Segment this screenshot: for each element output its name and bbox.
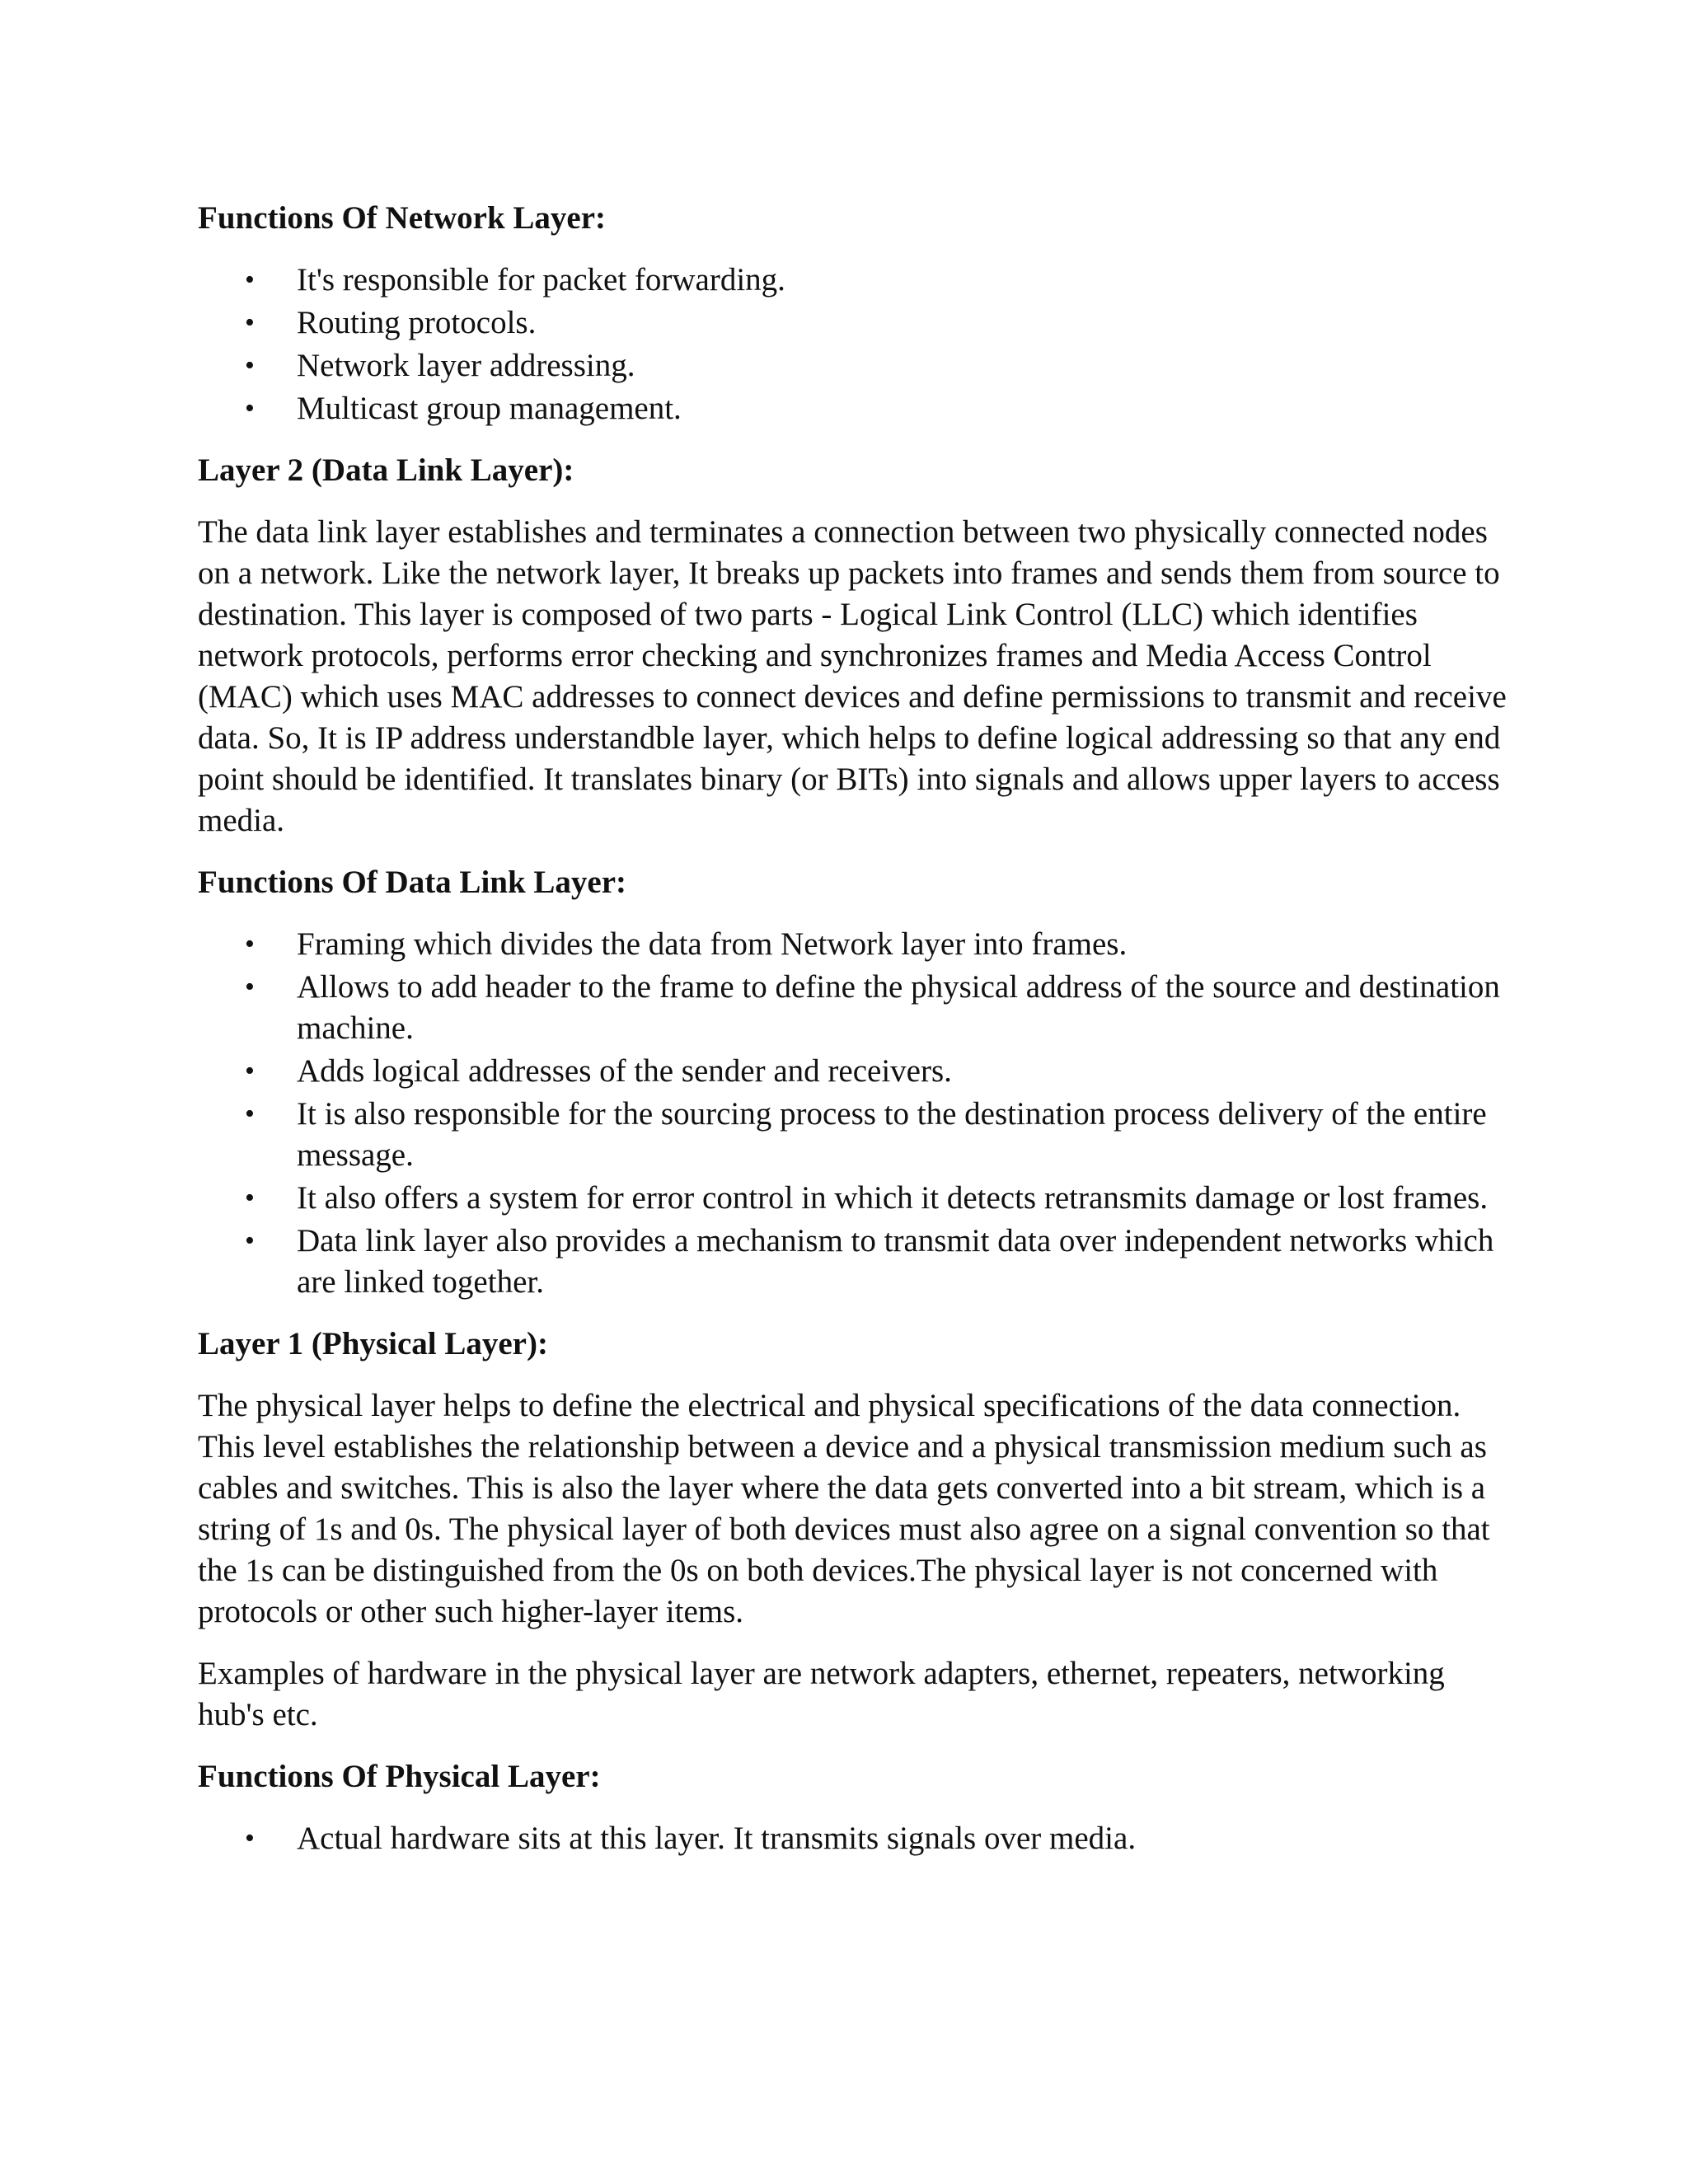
layer2-heading: Layer 2 (Data Link Layer): <box>198 452 574 488</box>
bullet-icon: • <box>245 972 255 1002</box>
document-page <box>198 198 1508 1880</box>
list-item: • Framing which divides the data from Network layer into frames. <box>297 924 1508 965</box>
list-item: • Multicast group management. <box>297 388 1508 429</box>
physical-functions-heading: Functions Of Physical Layer: <box>198 1759 601 1794</box>
layer1-paragraph: The physical layer helps to define the electrical and physical specifications of the data connection. This level establishes the relationship between a device and a physical transmission medium such as cables and switches. This is also the layer where the data gets converted into a bit stream, which is a string of 1s and 0s. The physical layer of both devices must also agree on a signal convention so that the 1s can be distinguished from the 0s on both devices.The physical layer is not concerned with protocols or other such higher-layer items. <box>198 1388 1490 1629</box>
layer1-heading: Layer 1 (Physical Layer): <box>198 1326 548 1361</box>
datalink-functions-heading: Functions Of Data Link Layer: <box>198 865 627 900</box>
list-item: • Routing protocols. <box>297 302 1508 344</box>
physical-functions-list <box>198 1818 1508 1859</box>
bullet-icon: • <box>245 929 255 959</box>
bullet-icon: • <box>245 265 255 295</box>
list-item: • Network layer addressing. <box>297 345 1508 387</box>
network-functions-list <box>198 260 1508 429</box>
list-item: • Data link layer also provides a mechanism to transmit data over independent networks which are linked together. <box>297 1221 1508 1303</box>
list-item: • It's responsible for packet forwarding. <box>297 260 1508 301</box>
bullet-icon: • <box>245 1099 255 1129</box>
list-item: • It is also responsible for the sourcing process to the destination process delivery of the entire message. <box>297 1094 1508 1176</box>
bullet-icon: • <box>245 1056 255 1086</box>
datalink-functions-list <box>198 924 1508 1303</box>
bullet-icon: • <box>245 1183 255 1213</box>
list-item: • It also offers a system for error control in which it detects retransmits damage or lost frames. <box>297 1178 1508 1219</box>
layer1-examples: Examples of hardware in the physical layer are network adapters, ethernet, repeaters, networking hub's etc. <box>198 1656 1445 1732</box>
network-functions-heading: Functions Of Network Layer: <box>198 200 607 236</box>
list-item: • Actual hardware sits at this layer. It transmits signals over media. <box>297 1818 1508 1859</box>
layer2-paragraph: The data link layer establishes and terminates a connection between two physically connected nodes on a network. Like the network layer, It breaks up packets into frames and sends them from source to destination. This layer is composed of two parts - Logical Link Control (LLC) which identifies network protocols, performs error checking and synchronizes frames and Media Access Control (MAC) which uses MAC addresses to connect devices and define permissions to transmit and receive data. So, It is IP address understandble layer, which helps to define logical addressing so that any end point should be identified. It translates binary (or BITs) into signals and allows upper layers to access media. <box>198 514 1507 838</box>
list-item: • Allows to add header to the frame to define the physical address of the source and destination machine. <box>297 967 1508 1049</box>
bullet-icon: • <box>245 393 255 424</box>
bullet-icon: • <box>245 1823 255 1854</box>
bullet-icon: • <box>245 350 255 381</box>
list-item: • Adds logical addresses of the sender and receivers. <box>297 1051 1508 1092</box>
bullet-icon: • <box>245 307 255 338</box>
bullet-icon: • <box>245 1226 255 1256</box>
